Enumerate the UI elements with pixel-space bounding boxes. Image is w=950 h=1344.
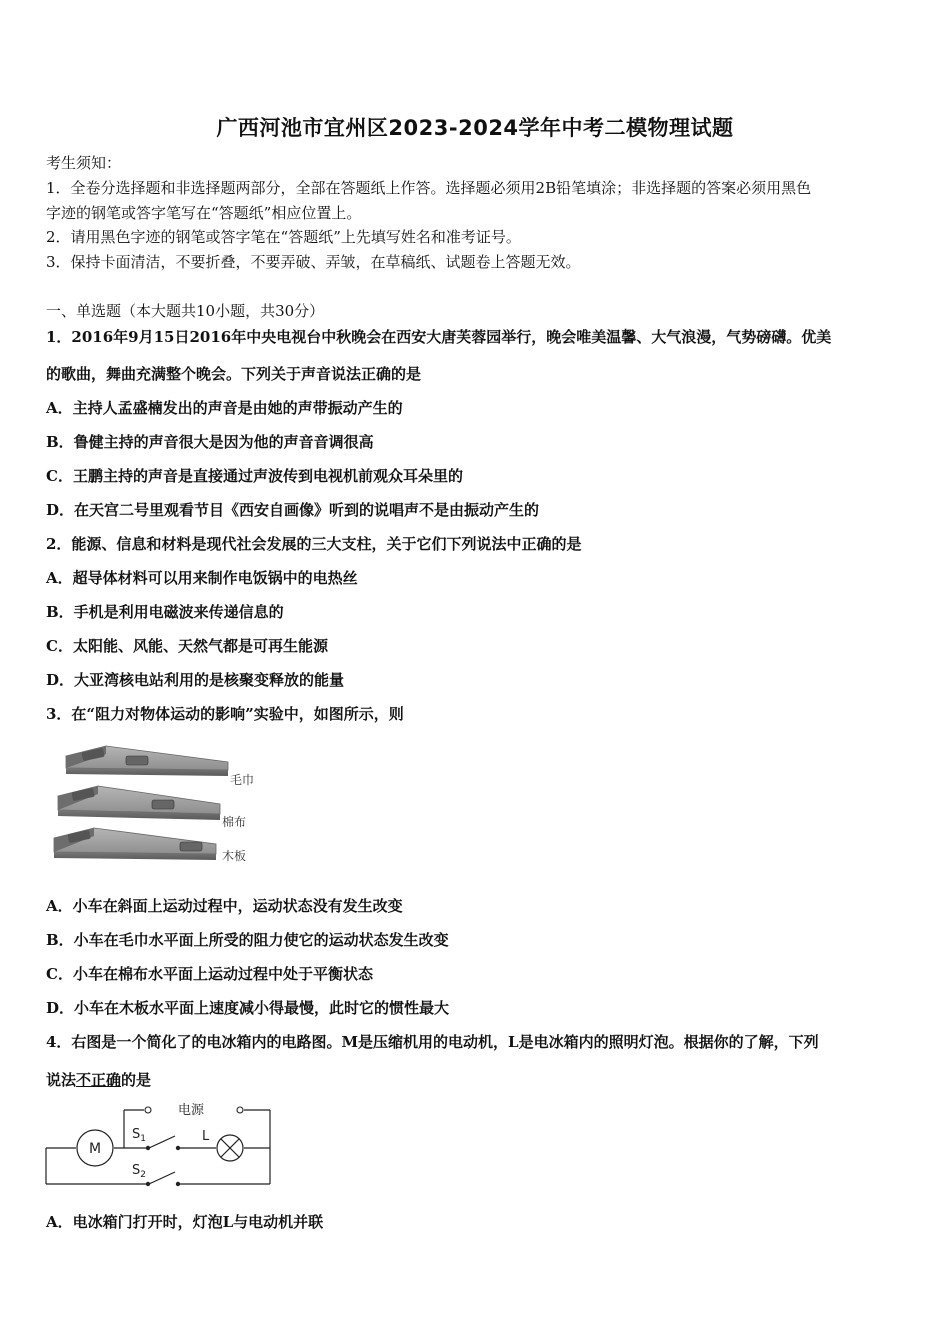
q3-option-b: B．小车在毛巾水平面上所受的阻力使它的运动状态发生改变 bbox=[46, 931, 449, 949]
q3-option-d: D．小车在木板水平面上速度减小得最慢，此时它的惯性最大 bbox=[46, 999, 450, 1017]
q2-option-a: A．超导体材料可以用来制作电饭锅中的电热丝 bbox=[46, 569, 358, 587]
q4-stem-line1: 4．右图是一个简化了的电冰箱内的电路图。M是压缩机用的电动机，L是电冰箱内的照明灯泡。根据你的了解，下列 bbox=[46, 1033, 819, 1051]
notice-heading: 考生须知： bbox=[46, 154, 122, 172]
q2-option-c: C．太阳能、风能、天然气都是可再生能源 bbox=[46, 637, 328, 655]
q3-option-c: C．小车在棉布水平面上运动过程中处于平衡状态 bbox=[46, 965, 373, 983]
ramp-towel bbox=[66, 746, 228, 776]
lamp-symbol bbox=[217, 1135, 243, 1161]
ramp-wood bbox=[54, 828, 216, 860]
q1-option-d: D．在天宫二号里观看节目《西安自画像》听到的说唱声不是由振动产生的 bbox=[46, 501, 540, 519]
label-towel: 毛巾 bbox=[230, 773, 255, 787]
label-cotton: 棉布 bbox=[222, 815, 247, 829]
q3-stem: 3．在“阻力对物体运动的影响”实验中，如图所示，则 bbox=[46, 705, 404, 723]
notice-item-1: 1．全卷分选择题和非选择题两部分，全部在答题纸上作答。选择题必须用2B铅笔填涂；非选择题的答案必须用黑色 bbox=[46, 179, 812, 197]
motor-label: M bbox=[88, 1141, 102, 1157]
source-terminal-left bbox=[145, 1107, 151, 1113]
q2-stem: 2．能源、信息和材料是现代社会发展的三大支柱，关于它们下列说法中正确的是 bbox=[46, 535, 582, 553]
q4-stem-pre: 说法 bbox=[46, 1071, 77, 1089]
q1-stem-line2: 的歌曲，舞曲充满整个晚会。下列关于声音说法正确的是 bbox=[46, 365, 422, 383]
q3-ramps-figure bbox=[46, 738, 266, 866]
q4-circuit-diagram bbox=[44, 1098, 276, 1192]
page-title: 广西河池市宜州区2023-2024学年中考二模物理试题 bbox=[216, 116, 734, 140]
q4-stem-post: 的是 bbox=[121, 1071, 152, 1089]
q1-option-a: A．主持人孟盛楠发出的声音是由她的声带振动产生的 bbox=[46, 399, 403, 417]
q4-stem-line2 bbox=[46, 1070, 908, 1090]
notice-item-2: 2．请用黑色字迹的钢笔或答字笔在“答题纸”上先填写姓名和准考证号。 bbox=[46, 228, 521, 246]
q3-option-a: A．小车在斜面上运动过程中，运动状态没有发生改变 bbox=[46, 897, 403, 915]
q1-option-b: B．鲁健主持的声音很大是因为他的声音音调很高 bbox=[46, 433, 374, 451]
switch2-label: $S_2$ bbox=[132, 1163, 146, 1180]
q1-option-c: C．王鹏主持的声音是直接通过声波传到电视机前观众耳朵里的 bbox=[46, 467, 463, 485]
q1-stem-line1: 1．2016年9月15日2016年中央电视台中秋晚会在西安大唐芙蓉园举行，晚会唯美温馨、大气浪漫，气势磅礴。优美 bbox=[46, 328, 832, 346]
ramp-cotton bbox=[58, 786, 220, 820]
lamp-label: L bbox=[202, 1129, 210, 1144]
q4-stem-underline: 不正确 bbox=[76, 1071, 122, 1089]
section-heading: 一、单选题（本大题共10小题，共30分） bbox=[46, 302, 325, 320]
q2-option-b: B．手机是利用电磁波来传递信息的 bbox=[46, 603, 284, 621]
q4-option-a: A．电冰箱门打开时，灯泡L与电动机并联 bbox=[46, 1213, 324, 1231]
source-terminal-right bbox=[237, 1107, 243, 1113]
label-wood: 木板 bbox=[222, 849, 247, 863]
notice-item-1-cont: 字迹的钢笔或答字笔写在“答题纸”相应位置上。 bbox=[46, 204, 362, 222]
source-label: 电源 bbox=[178, 1103, 205, 1118]
q2-option-d: D．大亚湾核电站利用的是核聚变释放的能量 bbox=[46, 671, 345, 689]
switch1-label: $S_1$ bbox=[132, 1127, 146, 1144]
notice-item-3: 3．保持卡面清洁，不要折叠，不要弄破、弄皱，在草稿纸、试题卷上答题无效。 bbox=[46, 253, 581, 271]
